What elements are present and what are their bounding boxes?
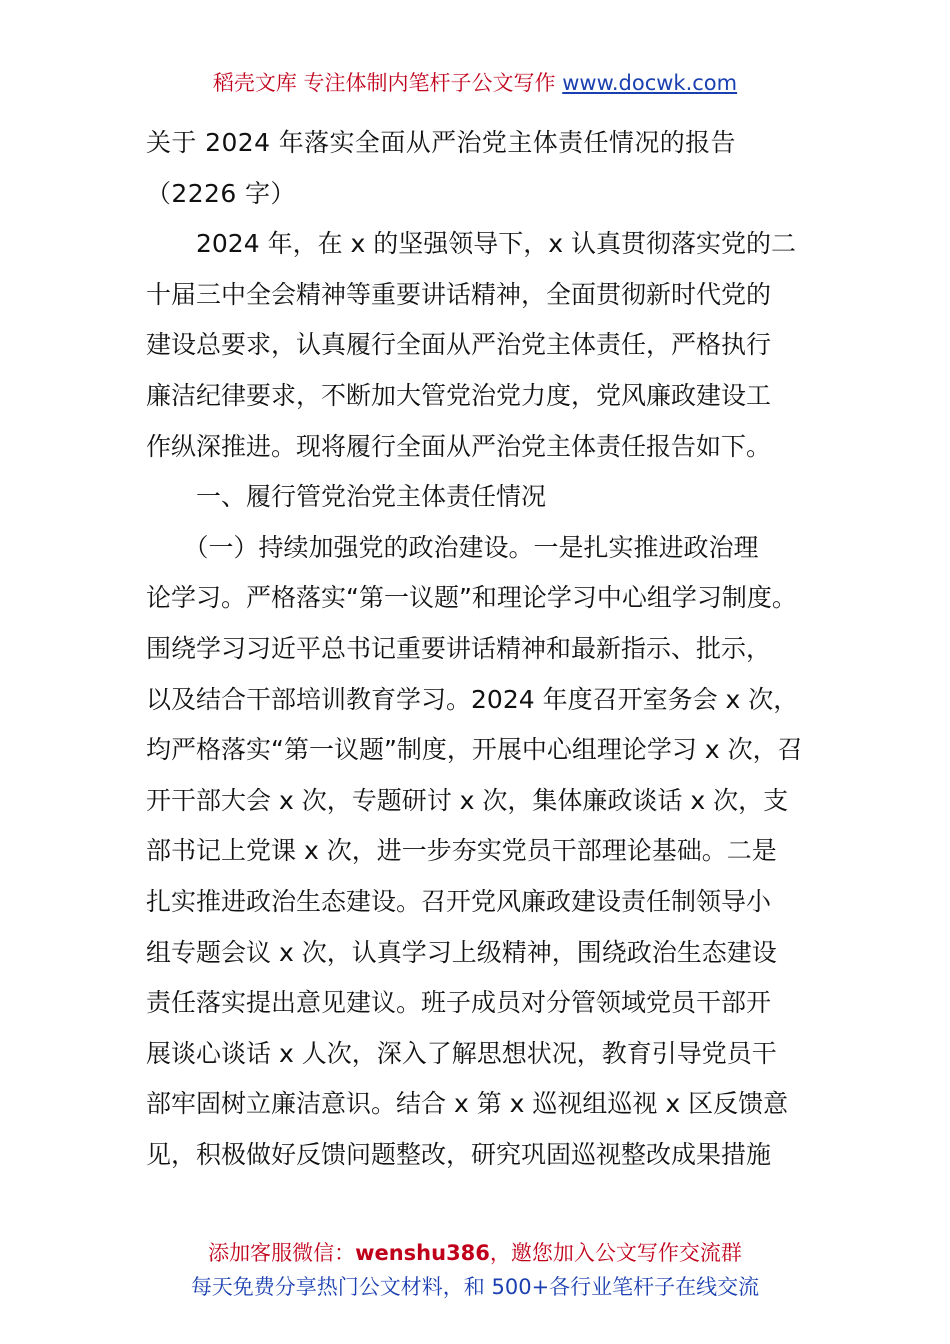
- footer-wechat-prefix: 添加客服微信：: [208, 1241, 356, 1265]
- body-line: 廉洁纪律要求，不断加大管党治党力度，党风廉政建设工: [146, 380, 772, 410]
- body-line: 开干部大会 x 次，专题研讨 x 次，集体廉政谈话 x 次，支: [146, 785, 789, 815]
- page-header: [0, 66, 950, 100]
- document-body: [146, 118, 808, 1180]
- body-line: 见，积极做好反馈问题整改，研究巩固巡视整改成果措施: [146, 1139, 772, 1169]
- body-line: 组专题会议 x 次，认真学习上级精神，围绕政治生态建设: [146, 937, 777, 967]
- body-line: 部书记上党课 x 次，进一步夯实党员干部理论基础。二是: [146, 836, 777, 866]
- body-line: 以及结合干部培训教育学习。2024 年度召开室务会 x 次，: [146, 684, 799, 714]
- document-title: 关于 2024 年落实全面从严治党主体责任情况的报告: [146, 128, 736, 157]
- document-title-wordcount: （2226 字）: [146, 178, 296, 208]
- body-line: 论学习。严格落实“第一议题”和理论学习中心组学习制度。: [146, 583, 797, 613]
- footer-promo-line: 每天免费分享热门公文材料，和 500+各行业笔杆子在线交流: [190, 1275, 760, 1299]
- footer-wechat-suffix: ，邀您加入公文写作交流群: [489, 1241, 742, 1265]
- body-line: 扎实推进政治生态建设。召开党风廉政建设责任制领导小: [146, 886, 772, 916]
- body-line: 部牢固树立廉洁意识。结合 x 第 x 巡视组巡视 x 区反馈意: [146, 1089, 789, 1119]
- body-line: 均严格落实“第一议题”制度，开展中心组理论学习 x 次，召: [146, 735, 803, 765]
- body-line: 作纵深推进。现将履行全面从严治党主体责任报告如下。: [146, 431, 772, 461]
- body-line: 责任落实提出意见建议。班子成员对分管领域党员干部开: [146, 988, 772, 1018]
- body-line: 展谈心谈话 x 人次，深入了解思想状况，教育引导党员干: [146, 1038, 777, 1068]
- body-line: 2024 年，在 x 的坚强领导下，x 认真贯彻落实党的二: [146, 229, 797, 259]
- header-url-link[interactable]: www.docwk.com: [562, 71, 738, 95]
- body-line: 建设总要求，认真履行全面从严治党主体责任，严格执行: [146, 330, 772, 360]
- header-brand: 稻壳文库 专注体制内笔杆子公文写作: [212, 71, 556, 95]
- body-line: 十届三中全会精神等重要讲话精神，全面贯彻新时代党的: [146, 279, 772, 309]
- footer-wechat-id: wenshu386: [355, 1241, 490, 1265]
- page-footer: [0, 1236, 950, 1304]
- body-line: （一）持续加强党的政治建设。一是扎实推进政治理: [146, 532, 759, 562]
- body-line: 围绕学习习近平总书记重要讲话精神和最新指示、批示，: [146, 633, 772, 663]
- footer-wechat-line: [0, 1236, 950, 1270]
- section-heading: 一、履行管党治党主体责任情况: [146, 482, 547, 512]
